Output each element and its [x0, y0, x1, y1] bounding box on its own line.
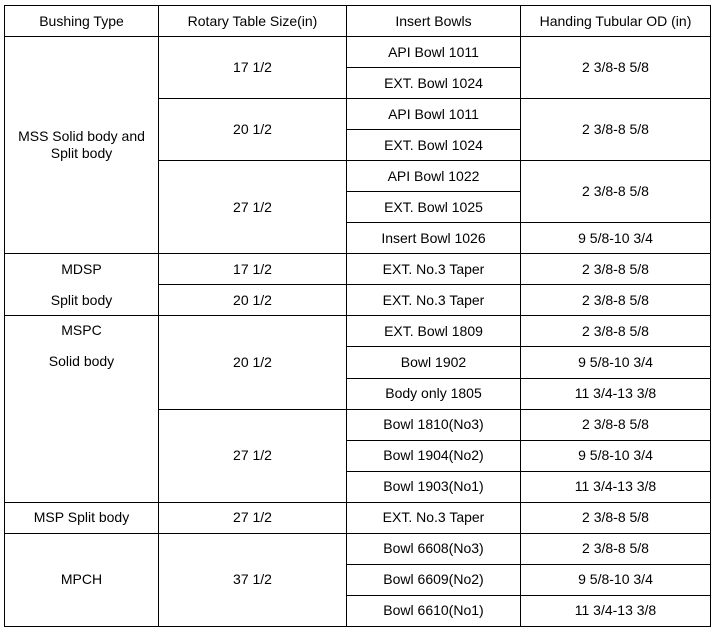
- rotary-size-cell: 20 1/2: [159, 285, 347, 316]
- bushing-type-mpch: MPCH: [5, 533, 159, 626]
- header-bushing-type: Bushing Type: [5, 6, 159, 37]
- header-row: [5, 6, 711, 37]
- rotary-size-cell: 27 1/2: [159, 502, 347, 533]
- insert-bowl-cell: EXT. Bowl 1809: [347, 316, 521, 347]
- insert-bowl-cell: Bowl 6608(No3): [347, 533, 521, 564]
- insert-bowl-cell: Bowl 1810(No3): [347, 409, 521, 440]
- bushing-type-body: Split body: [50, 291, 113, 308]
- bushing-type-mspc: [5, 316, 159, 502]
- tubular-od-cell: 2 3/8-8 5/8: [521, 99, 711, 161]
- insert-bowl-cell: API Bowl 1011: [347, 99, 521, 130]
- insert-bowl-cell: Bowl 1903(No1): [347, 471, 521, 502]
- insert-bowl-cell: EXT. Bowl 1024: [347, 68, 521, 99]
- insert-bowl-cell: Bowl 1904(No2): [347, 440, 521, 471]
- bushing-type-name: MSPC: [61, 322, 102, 339]
- rotary-size-cell: 20 1/2: [159, 316, 347, 409]
- insert-bowl-cell: Bowl 1902: [347, 347, 521, 378]
- rotary-size-cell: 37 1/2: [159, 533, 347, 626]
- tubular-od-cell: 2 3/8-8 5/8: [521, 409, 711, 440]
- tubular-od-cell: 9 5/8-10 3/4: [521, 564, 711, 595]
- tubular-od-cell: 2 3/8-8 5/8: [521, 316, 711, 347]
- tubular-od-cell: 2 3/8-8 5/8: [521, 533, 711, 564]
- table-row: [5, 37, 711, 68]
- bushing-type-mss: MSS Solid body and Split body: [5, 37, 159, 254]
- insert-bowl-cell: EXT. Bowl 1025: [347, 192, 521, 223]
- table-row: [5, 533, 711, 564]
- header-handing-tubular-od: Handing Tubular OD (in): [521, 6, 711, 37]
- rotary-size-cell: 27 1/2: [159, 161, 347, 254]
- tubular-od-cell: 2 3/8-8 5/8: [521, 254, 711, 285]
- tubular-od-cell: 2 3/8-8 5/8: [521, 502, 711, 533]
- tubular-od-cell: 11 3/4-13 3/8: [521, 595, 711, 626]
- tubular-od-cell: 9 5/8-10 3/4: [521, 347, 711, 378]
- insert-bowl-cell: Insert Bowl 1026: [347, 223, 521, 254]
- rotary-size-cell: 27 1/2: [159, 409, 347, 502]
- rotary-size-cell: 17 1/2: [159, 37, 347, 99]
- insert-bowl-cell: Body only 1805: [347, 378, 521, 409]
- rotary-size-cell: 17 1/2: [159, 254, 347, 285]
- header-rotary-table-size: Rotary Table Size(in): [159, 6, 347, 37]
- tubular-od-cell: 9 5/8-10 3/4: [521, 440, 711, 471]
- table-row: [5, 502, 711, 533]
- tubular-od-cell: 9 5/8-10 3/4: [521, 223, 711, 254]
- table-row: [5, 254, 711, 285]
- header-insert-bowls: Insert Bowls: [347, 6, 521, 37]
- tubular-od-cell: 2 3/8-8 5/8: [521, 285, 711, 316]
- insert-bowl-cell: EXT. Bowl 1024: [347, 130, 521, 161]
- bushing-spec-table: [4, 5, 711, 627]
- insert-bowl-cell: EXT. No.3 Taper: [347, 502, 521, 533]
- tubular-od-cell: 11 3/4-13 3/8: [521, 471, 711, 502]
- tubular-od-cell: 2 3/8-8 5/8: [521, 37, 711, 99]
- insert-bowl-cell: EXT. No.3 Taper: [347, 285, 521, 316]
- table-row: [5, 316, 711, 347]
- insert-bowl-cell: Bowl 6610(No1): [347, 595, 521, 626]
- bushing-type-mdsp: [5, 254, 159, 316]
- tubular-od-cell: 11 3/4-13 3/8: [521, 378, 711, 409]
- insert-bowl-cell: API Bowl 1011: [347, 37, 521, 68]
- rotary-size-cell: 20 1/2: [159, 99, 347, 161]
- bushing-type-name: MDSP: [61, 260, 102, 277]
- insert-bowl-cell: EXT. No.3 Taper: [347, 254, 521, 285]
- insert-bowl-cell: API Bowl 1022: [347, 161, 521, 192]
- tubular-od-cell: 2 3/8-8 5/8: [521, 161, 711, 223]
- insert-bowl-cell: Bowl 6609(No2): [347, 564, 521, 595]
- bushing-type-msp: MSP Split body: [5, 502, 159, 533]
- bushing-type-body: Solid body: [48, 353, 115, 370]
